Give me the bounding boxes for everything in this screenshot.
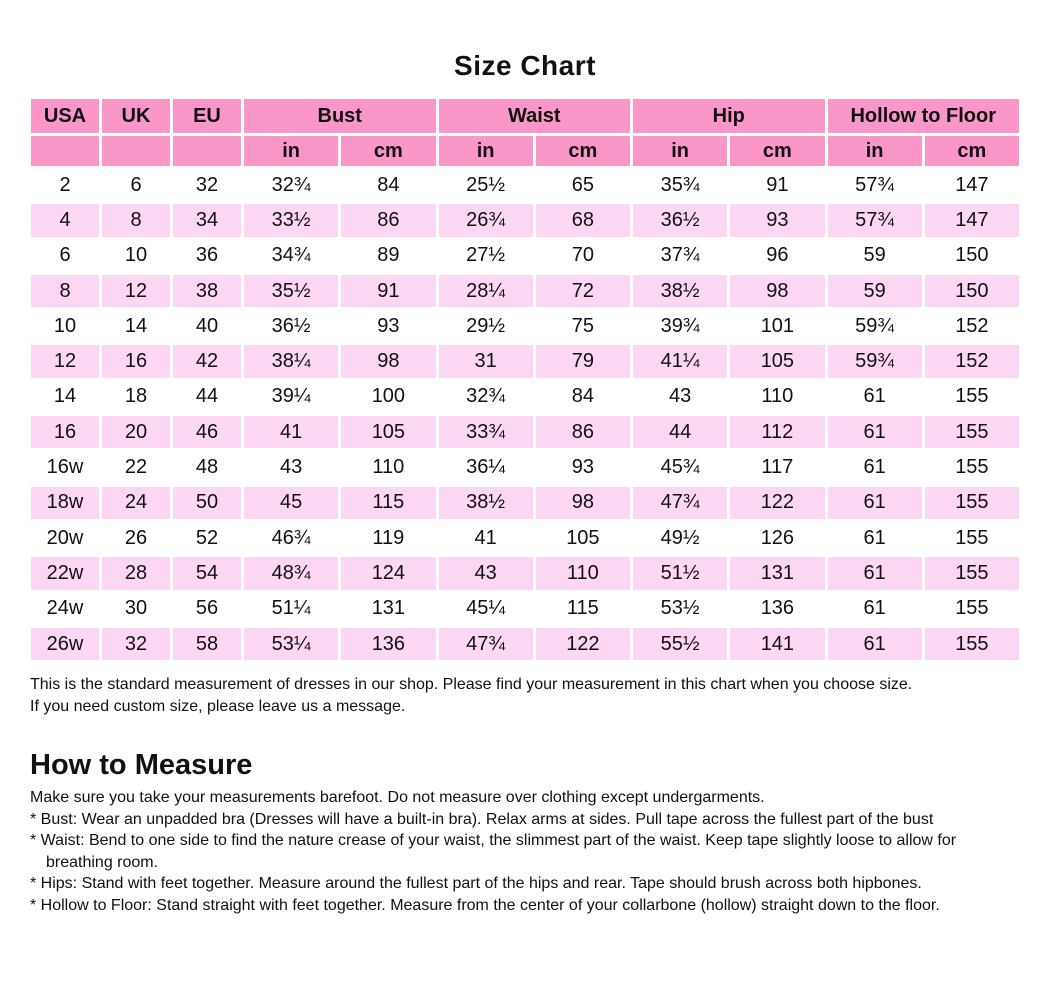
size-cell: 98 xyxy=(341,345,435,377)
table-header xyxy=(31,99,1019,166)
column-group-header: UK xyxy=(102,99,170,133)
measure-instruction-line: * Hips: Stand with feet together. Measure around the fullest part of the hips and rear. Tape should brush across both hipbones. xyxy=(30,875,922,893)
empty-header-cell xyxy=(173,136,241,166)
unit-header: cm xyxy=(536,136,630,166)
size-cell: 155 xyxy=(925,487,1019,519)
size-cell: 4 xyxy=(31,204,99,236)
size-cell: 8 xyxy=(102,204,170,236)
size-cell: 53¼ xyxy=(244,628,338,660)
column-group-header: Bust xyxy=(244,99,436,133)
unit-header: cm xyxy=(341,136,435,166)
size-cell: 35¾ xyxy=(633,169,727,201)
size-cell: 147 xyxy=(925,204,1019,236)
size-cell: 18 xyxy=(102,381,170,413)
size-cell: 68 xyxy=(536,204,630,236)
size-cell: 14 xyxy=(102,310,170,342)
size-cell: 47¾ xyxy=(633,487,727,519)
unit-header: in xyxy=(828,136,922,166)
size-cell: 91 xyxy=(730,169,824,201)
table-row xyxy=(31,451,1019,483)
table-row xyxy=(31,557,1019,589)
size-cell: 105 xyxy=(730,345,824,377)
size-cell: 36 xyxy=(173,240,241,272)
size-cell: 61 xyxy=(828,522,922,554)
column-group-header: EU xyxy=(173,99,241,133)
size-cell: 40 xyxy=(173,310,241,342)
size-cell: 18w xyxy=(31,487,99,519)
size-cell: 84 xyxy=(536,381,630,413)
note-line: If you need custom size, please leave us a message. xyxy=(30,698,406,716)
size-cell: 98 xyxy=(730,275,824,307)
note-line: This is the standard measurement of dresses in our shop. Please find your measurement in this chart when you choose size. xyxy=(30,676,913,694)
size-cell: 93 xyxy=(730,204,824,236)
size-cell: 26 xyxy=(102,522,170,554)
unit-header: in xyxy=(633,136,727,166)
size-cell: 26w xyxy=(31,628,99,660)
size-cell: 155 xyxy=(925,557,1019,589)
unit-header: in xyxy=(439,136,533,166)
size-cell: 36½ xyxy=(633,204,727,236)
size-cell: 93 xyxy=(341,310,435,342)
size-cell: 117 xyxy=(730,451,824,483)
size-cell: 61 xyxy=(828,487,922,519)
size-cell: 32 xyxy=(102,628,170,660)
chart-notes xyxy=(30,674,1022,718)
size-cell: 61 xyxy=(828,381,922,413)
size-cell: 136 xyxy=(730,593,824,625)
size-cell: 36¼ xyxy=(439,451,533,483)
column-group-header-row xyxy=(31,99,1019,133)
size-cell: 58 xyxy=(173,628,241,660)
size-cell: 147 xyxy=(925,169,1019,201)
size-cell: 115 xyxy=(536,593,630,625)
size-cell: 59 xyxy=(828,275,922,307)
size-cell: 20w xyxy=(31,522,99,554)
size-cell: 110 xyxy=(730,381,824,413)
size-cell: 131 xyxy=(341,593,435,625)
size-cell: 32¾ xyxy=(244,169,338,201)
size-cell: 49½ xyxy=(633,522,727,554)
size-cell: 45 xyxy=(244,487,338,519)
unit-header: cm xyxy=(730,136,824,166)
size-cell: 51¼ xyxy=(244,593,338,625)
size-cell: 16 xyxy=(102,345,170,377)
size-cell: 72 xyxy=(536,275,630,307)
size-cell: 44 xyxy=(633,416,727,448)
empty-header-cell xyxy=(31,136,99,166)
table-row xyxy=(31,593,1019,625)
size-cell: 61 xyxy=(828,416,922,448)
column-group-header: Hip xyxy=(633,99,825,133)
size-cell: 22 xyxy=(102,451,170,483)
size-cell: 33¾ xyxy=(439,416,533,448)
size-cell: 155 xyxy=(925,628,1019,660)
size-cell: 38½ xyxy=(633,275,727,307)
size-cell: 8 xyxy=(31,275,99,307)
size-cell: 105 xyxy=(341,416,435,448)
size-cell: 96 xyxy=(730,240,824,272)
size-cell: 27½ xyxy=(439,240,533,272)
unit-header: cm xyxy=(925,136,1019,166)
size-cell: 86 xyxy=(341,204,435,236)
size-cell: 155 xyxy=(925,522,1019,554)
size-cell: 41¼ xyxy=(633,345,727,377)
size-cell: 141 xyxy=(730,628,824,660)
measure-instruction-line: Make sure you take your measurements barefoot. Do not measure over clothing except undergarments. xyxy=(30,789,765,807)
size-cell: 79 xyxy=(536,345,630,377)
size-cell: 42 xyxy=(173,345,241,377)
size-cell: 10 xyxy=(31,310,99,342)
size-cell: 100 xyxy=(341,381,435,413)
size-cell: 14 xyxy=(31,381,99,413)
size-cell: 41 xyxy=(439,522,533,554)
size-cell: 50 xyxy=(173,487,241,519)
size-cell: 61 xyxy=(828,451,922,483)
size-cell: 53½ xyxy=(633,593,727,625)
size-cell: 34 xyxy=(173,204,241,236)
size-cell: 115 xyxy=(341,487,435,519)
size-cell: 16 xyxy=(31,416,99,448)
size-cell: 16w xyxy=(31,451,99,483)
size-cell: 98 xyxy=(536,487,630,519)
size-cell: 70 xyxy=(536,240,630,272)
size-cell: 155 xyxy=(925,451,1019,483)
size-cell: 54 xyxy=(173,557,241,589)
size-cell: 61 xyxy=(828,628,922,660)
table-row xyxy=(31,487,1019,519)
size-cell: 136 xyxy=(341,628,435,660)
measure-instruction-line: * Hollow to Floor: Stand straight with feet together. Measure from the center of your collarbone (hollow) straight down to the floor. xyxy=(30,896,940,914)
size-cell: 36½ xyxy=(244,310,338,342)
table-row xyxy=(31,275,1019,307)
size-cell: 41 xyxy=(244,416,338,448)
size-cell: 29½ xyxy=(439,310,533,342)
size-cell: 28¼ xyxy=(439,275,533,307)
size-cell: 45¼ xyxy=(439,593,533,625)
size-cell: 155 xyxy=(925,593,1019,625)
size-cell: 112 xyxy=(730,416,824,448)
size-cell: 59¾ xyxy=(828,345,922,377)
table-row xyxy=(31,204,1019,236)
size-cell: 110 xyxy=(536,557,630,589)
size-cell: 47¾ xyxy=(439,628,533,660)
size-cell: 43 xyxy=(633,381,727,413)
size-cell: 61 xyxy=(828,557,922,589)
size-cell: 25½ xyxy=(439,169,533,201)
table-row xyxy=(31,310,1019,342)
measure-instruction-line: * Bust: Wear an unpadded bra (Dresses will have a built-in bra). Relax arms at sides. Pull tape across the fullest part of the bust xyxy=(30,810,934,828)
size-cell: 2 xyxy=(31,169,99,201)
size-cell: 45¾ xyxy=(633,451,727,483)
size-cell: 28 xyxy=(102,557,170,589)
table-row xyxy=(31,628,1019,660)
size-cell: 59 xyxy=(828,240,922,272)
how-to-measure-instructions xyxy=(30,787,1005,916)
size-cell: 24w xyxy=(31,593,99,625)
size-cell: 34¾ xyxy=(244,240,338,272)
measure-instruction-line: * Waist: Bend to one side to find the nature crease of your waist, the slimmest part of the waist. Keep tape slightly loose to allow for breathing room. xyxy=(30,832,957,871)
size-cell: 57¾ xyxy=(828,169,922,201)
size-cell: 6 xyxy=(102,169,170,201)
size-cell: 131 xyxy=(730,557,824,589)
page-title: Size Chart xyxy=(454,50,596,81)
size-cell: 150 xyxy=(925,240,1019,272)
size-cell: 89 xyxy=(341,240,435,272)
column-group-header: Waist xyxy=(439,99,631,133)
size-cell: 93 xyxy=(536,451,630,483)
size-cell: 56 xyxy=(173,593,241,625)
size-cell: 48 xyxy=(173,451,241,483)
size-cell: 61 xyxy=(828,593,922,625)
size-cell: 46 xyxy=(173,416,241,448)
size-cell: 24 xyxy=(102,487,170,519)
size-chart-table xyxy=(28,96,1022,663)
size-cell: 31 xyxy=(439,345,533,377)
size-cell: 6 xyxy=(31,240,99,272)
size-cell: 86 xyxy=(536,416,630,448)
size-cell: 44 xyxy=(173,381,241,413)
size-cell: 12 xyxy=(31,345,99,377)
size-cell: 22w xyxy=(31,557,99,589)
size-cell: 57¾ xyxy=(828,204,922,236)
column-group-header: Hollow to Floor xyxy=(828,99,1020,133)
size-cell: 122 xyxy=(536,628,630,660)
size-cell: 30 xyxy=(102,593,170,625)
size-cell: 101 xyxy=(730,310,824,342)
size-cell: 55½ xyxy=(633,628,727,660)
size-cell: 38 xyxy=(173,275,241,307)
size-cell: 10 xyxy=(102,240,170,272)
size-cell: 51½ xyxy=(633,557,727,589)
size-cell: 65 xyxy=(536,169,630,201)
size-cell: 20 xyxy=(102,416,170,448)
size-cell: 155 xyxy=(925,416,1019,448)
table-row xyxy=(31,240,1019,272)
size-cell: 26¾ xyxy=(439,204,533,236)
size-cell: 46¾ xyxy=(244,522,338,554)
table-row xyxy=(31,416,1019,448)
size-cell: 152 xyxy=(925,310,1019,342)
size-cell: 39¾ xyxy=(633,310,727,342)
table-row xyxy=(31,381,1019,413)
size-cell: 119 xyxy=(341,522,435,554)
size-cell: 43 xyxy=(439,557,533,589)
size-cell: 32¾ xyxy=(439,381,533,413)
size-cell: 152 xyxy=(925,345,1019,377)
size-cell: 35½ xyxy=(244,275,338,307)
size-cell: 38½ xyxy=(439,487,533,519)
unit-header: in xyxy=(244,136,338,166)
size-cell: 39¼ xyxy=(244,381,338,413)
size-cell: 124 xyxy=(341,557,435,589)
size-cell: 75 xyxy=(536,310,630,342)
size-cell: 48¾ xyxy=(244,557,338,589)
size-cell: 84 xyxy=(341,169,435,201)
size-cell: 52 xyxy=(173,522,241,554)
unit-header-row xyxy=(31,136,1019,166)
size-cell: 37¾ xyxy=(633,240,727,272)
size-cell: 122 xyxy=(730,487,824,519)
table-row xyxy=(31,169,1019,201)
size-cell: 155 xyxy=(925,381,1019,413)
size-cell: 110 xyxy=(341,451,435,483)
size-cell: 105 xyxy=(536,522,630,554)
size-cell: 12 xyxy=(102,275,170,307)
size-cell: 59¾ xyxy=(828,310,922,342)
column-group-header: USA xyxy=(31,99,99,133)
table-row xyxy=(31,345,1019,377)
size-cell: 43 xyxy=(244,451,338,483)
table-row xyxy=(31,522,1019,554)
size-cell: 150 xyxy=(925,275,1019,307)
size-cell: 91 xyxy=(341,275,435,307)
size-cell: 32 xyxy=(173,169,241,201)
table-body xyxy=(31,169,1019,660)
size-cell: 33½ xyxy=(244,204,338,236)
size-cell: 126 xyxy=(730,522,824,554)
empty-header-cell xyxy=(102,136,170,166)
how-to-measure-heading: How to Measure xyxy=(30,749,253,782)
size-cell: 38¼ xyxy=(244,345,338,377)
